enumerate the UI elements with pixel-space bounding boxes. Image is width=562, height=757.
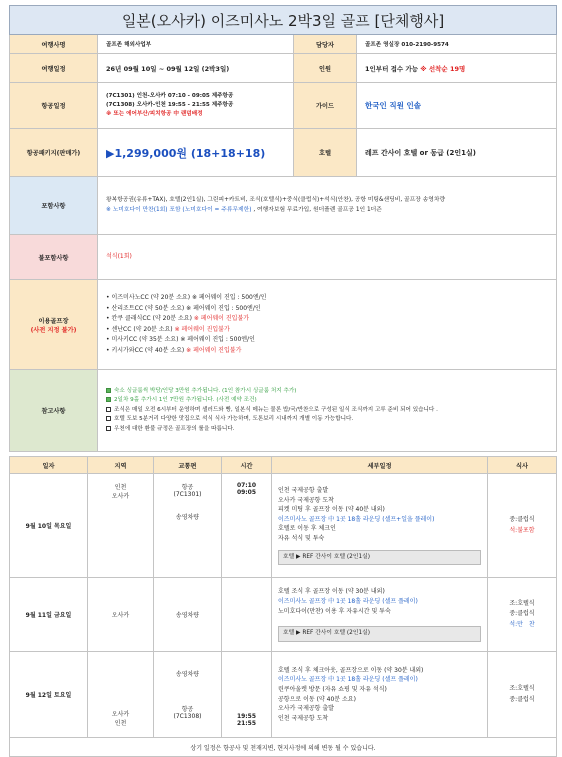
day2-region: 오사카	[88, 578, 154, 652]
header-details: 세부일정	[272, 457, 488, 474]
golf-course-item: • 산리조트CC (약 50분 소요) ※ 페어웨이 진입 : 500엔/인	[106, 304, 556, 315]
flight-line-2: (7C1308) 오사카-인천 19:55 - 21:55 제주항공	[106, 102, 234, 109]
detail-item: 오사카 국제공항 도착	[278, 496, 334, 504]
summary-table	[9, 5, 557, 452]
dates-value: 26년 09월 10일 ~ 09월 12일 (2박3일)	[98, 54, 294, 83]
header-meals: 식사	[488, 457, 557, 474]
day2-time	[222, 578, 272, 652]
header-transport: 교통편	[154, 457, 222, 474]
detail-item: 이즈미사노 골프장 中 1곳 18홀 라운딩 (셀프 플레이)	[278, 676, 418, 684]
golf-course-item: • 키시가와CC (약 40분 소요) ※ 페어웨이 진입불가	[106, 346, 556, 357]
day3-region: 오사카 인천	[88, 652, 154, 738]
detail-item: 노미호다이(만찬) 이용 후 자유시간 및 투숙	[278, 607, 391, 615]
day3-time: 19:55 21:55	[222, 652, 272, 738]
detail-item: 호텔 조식 후 체크아웃, 골프장으로 이동 (약 30분 내외)	[278, 666, 424, 674]
checkbox-square-icon	[106, 416, 111, 421]
detail-item: 이즈미사노 골프장 中 1곳 18홀 라운딩 (셀프 플레이)	[278, 598, 418, 606]
golf-course-list	[98, 293, 556, 356]
note-item: 우천에 대한 환불 규정은 골프장의 룰을 따릅니다.	[106, 425, 548, 435]
people-note: ※ 선착순 19명	[420, 64, 466, 73]
golf-course-item: • 칸쿠 클래식CC (약 20분 소요) ※ 페어웨이 진입불가	[106, 314, 556, 325]
people-count: 1인부터 접수 가능	[365, 64, 419, 73]
header-date: 일자	[10, 457, 88, 474]
detail-item: 호텔로 이동 후 체크인	[278, 525, 336, 533]
day-row-2	[10, 578, 557, 652]
detail-item: 오사카 국제공항 출발	[278, 705, 334, 713]
price-value: ▶1,299,000원 (18+18+18)	[98, 129, 294, 177]
itinerary-page	[9, 5, 556, 757]
detail-item: 자유 석식 및 투숙	[278, 535, 325, 543]
hotel-label: 호텔	[294, 129, 357, 177]
golf-course-item: • 센난CC (약 20분 소요) ※ 페어웨이 진입불가	[106, 325, 556, 336]
company-label: 여행사명	[10, 35, 98, 54]
guide-value: 한국인 직원 인솔	[357, 83, 557, 129]
flight-note: ※ 또는 에어부산/피치항공 中 랜덤배정	[106, 110, 203, 117]
detail-item: 호텔 조식 후 골프장 이동 (약 30분 내외)	[278, 588, 385, 596]
day1-time: 07:10 09:05	[222, 474, 272, 578]
checkbox-square-icon	[106, 397, 111, 402]
day1-meals: 중:클럽식 석:불포함	[488, 474, 557, 578]
day3-date: 9월 12일 토요일	[10, 652, 88, 738]
header-region: 지역	[88, 457, 154, 474]
people-label: 인원	[294, 54, 357, 83]
day-row-3	[10, 652, 557, 738]
day3-details	[272, 652, 488, 738]
note-item: 조식은 매일 오전 6시부터 운영하며 샐러드와 빵, 일본식 메뉴는 물론 밥/국/반찬으로 구성된 일식 조식까지 고루 준비 되어 있습니다 .	[106, 406, 548, 416]
hotel-value: 레프 간사이 호텔 or 동급 (2인1실)	[357, 129, 557, 177]
golf-sublabel: (사전 지정 불가)	[30, 326, 77, 334]
detail-item: 인천 국제공항 출발	[278, 487, 329, 495]
golf-courses	[98, 280, 557, 370]
schedule-footer: 상기 일정은 항공사 및 천재지변, 현지사정에 의해 변동 될 수 있습니다.	[10, 738, 557, 757]
note-item: 호텔 도보 5분거리 다양한 맛집으로 석식 식사 가능하며, 도톤보리 시내까지 개별 이동 가능합니다.	[106, 415, 548, 425]
company-value: 골프존 해외사업부	[98, 35, 294, 54]
detail-item: 린쿠아울렛 방문 (자유 쇼핑 및 자유 석식)	[278, 685, 387, 693]
day2-details	[272, 578, 488, 652]
day1-detail-list	[278, 486, 481, 544]
notes-list	[98, 370, 557, 452]
day1-details	[272, 474, 488, 578]
detail-item: 피켓 미팅 후 골프장 이동 (약 40분 내외)	[278, 506, 385, 514]
day2-hotel-bar: 호텔 ▶ REF 간사이 호텔 (2인1실)	[278, 626, 481, 641]
day3-transport: 송영차량 항공 (7C1308)	[154, 652, 222, 738]
detail-item: 공항으로 이동 (약 40분 소요)	[278, 695, 356, 703]
manager-label: 담당자	[294, 35, 357, 54]
day2-transport: 송영차량	[154, 578, 222, 652]
flight-label: 항공일정	[10, 83, 98, 129]
included-line-1: 왕복항공권(유류+TAX), 호텔(2인1실), 그린피+카트비, 조식(호텔식)+중식(클럽식)+석식(안찬), 공항 미팅&샌딩비, 골프장 송영차량	[106, 197, 446, 204]
day3-detail-list	[278, 666, 481, 724]
day1-transport: 항공 (7C1301) 송영차량	[154, 474, 222, 578]
day1-region: 인천 오사카	[88, 474, 154, 578]
flight-value	[98, 83, 294, 129]
included-line-2: ※ 노미호다이 만찬(1회) 포함 (노미호다이 = 주류무제한) , 여행자보험 무료가입, 원더플렌 골프공 1인 1더즌	[106, 206, 382, 213]
day1-date: 9월 10일 목요일	[10, 474, 88, 578]
price-label: 항공패키지(판매가)	[10, 129, 98, 177]
golf-course-item: • 미사키CC (약 35분 소요) ※ 페어웨이 진입 : 500엔/인	[106, 335, 556, 346]
day-row-1	[10, 474, 557, 578]
people-value	[357, 54, 557, 83]
excluded-label: 불포함사항	[10, 235, 98, 280]
day2-date: 9월 11일 금요일	[10, 578, 88, 652]
golf-label: 이용골프장 (사전 지정 불가)	[10, 280, 98, 370]
checkbox-square-icon	[106, 426, 111, 431]
note-item: 2일차 9홀 추가시 1인 7만원 추가됩니다. (사전 예약 조건)	[106, 396, 548, 406]
page-title: 일본(오사카) 이즈미사노 2박3일 골프 [단체행사]	[10, 6, 557, 35]
manager-value: 골프존 영실장 010-2190-9574	[357, 35, 557, 54]
detail-item: 인천 국제공항 도착	[278, 714, 329, 722]
schedule-table	[9, 456, 557, 757]
day3-meals: 조:호텔식 중:클럽식	[488, 652, 557, 738]
checkbox-square-icon	[106, 388, 111, 393]
day1-hotel-bar: 호텔 ▶ REF 간사이 호텔 (2인1실)	[278, 550, 481, 565]
guide-label: 가이드	[294, 83, 357, 129]
day2-meals: 조:호텔식 중:클럽식 석:만 찬	[488, 578, 557, 652]
header-time: 시간	[222, 457, 272, 474]
checkbox-square-icon	[106, 407, 111, 412]
detail-item: 이즈미사노 골프장 中 1곳 18홀 라운딩 (셀프+일을 플레이)	[278, 515, 435, 523]
day2-detail-list	[278, 587, 481, 616]
notes-label: 참고사항	[10, 370, 98, 452]
note-item: 숙소 싱글룸씩 박당/인당 3만원 추가됩니다. (1인 참가시 싱글룸 처지 추가)	[106, 387, 548, 397]
included-value	[98, 177, 557, 235]
flight-line-1: (7C1301) 인천-오사카 07:10 - 09:05 제주항공	[106, 93, 234, 100]
dates-label: 여행일정	[10, 54, 98, 83]
included-label: 포함사항	[10, 177, 98, 235]
excluded-value: 석식(1회)	[98, 235, 557, 280]
golf-course-item: • 이즈미사노CC (약 20분 소요) ※ 페어웨이 진입 : 500엔/인	[106, 293, 556, 304]
